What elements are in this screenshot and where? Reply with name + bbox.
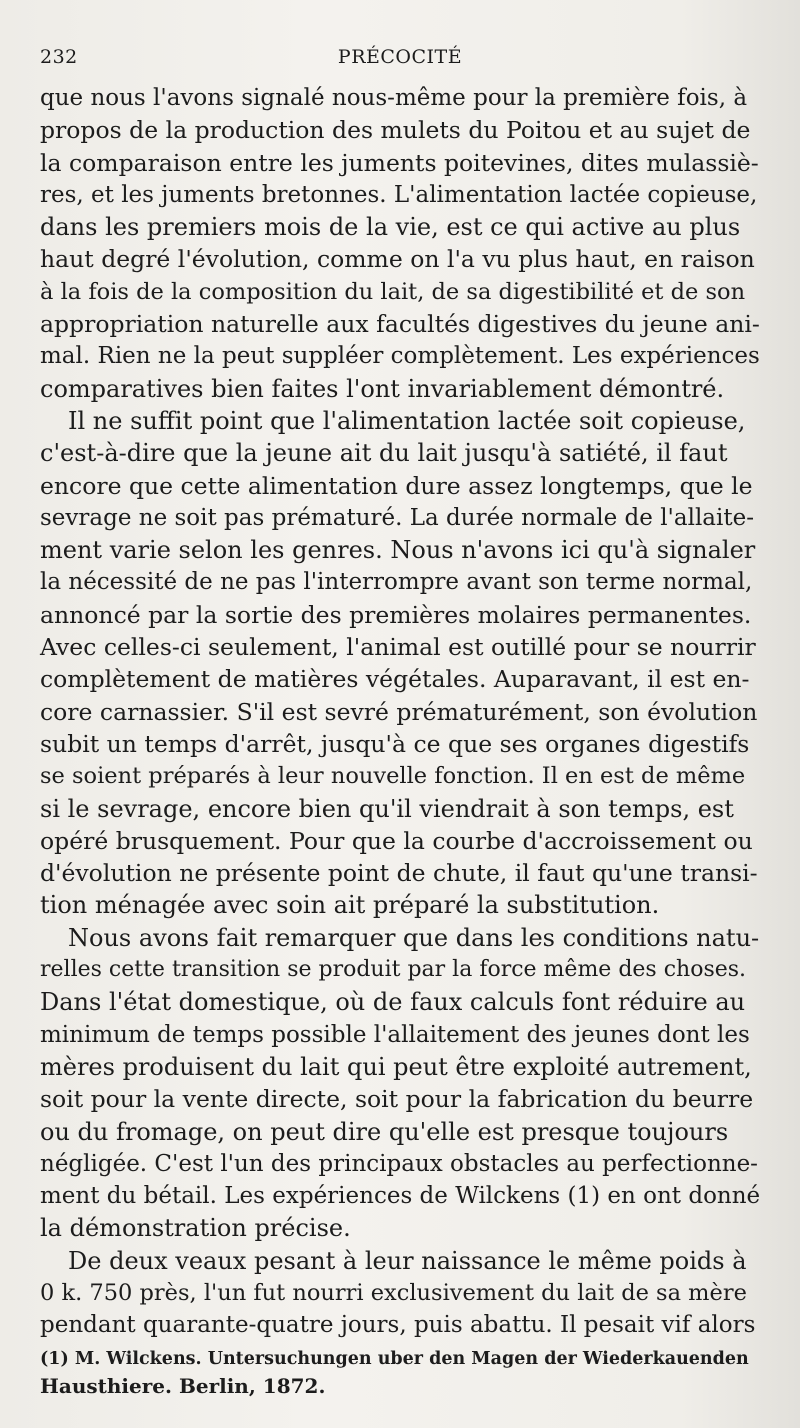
text-line: Nous avons fait remarquer que dans les conditions natu- — [68, 923, 760, 952]
text-line: comparatives bien faites l'ont invariablement démontré. — [40, 374, 725, 403]
page-number: 232 — [40, 46, 78, 68]
footnote — [40, 1346, 760, 1400]
text-line: Il ne suffit point que l'alimentation lactée soit copieuse, — [68, 406, 746, 435]
text-line: soit pour la vente directe, soit pour la fabrication du beurre — [40, 1085, 754, 1114]
text-line: subit un temps d'arrêt, jusqu'à ce que ses organes digestifs — [40, 729, 750, 758]
text-line: core carnassier. S'il est sevré prématurément, son évolution — [40, 697, 758, 726]
running-title: PRÉCOCITÉ — [337, 46, 463, 68]
text-line: ment varie selon les genres. Nous n'avons ici qu'à signaler — [40, 536, 756, 565]
text-line: 0 k. 750 près, l'un fut nourri exclusivement du lait de sa mère — [40, 1279, 747, 1306]
text-line: d'évolution ne présente point de chute, il faut qu'une transi- — [40, 859, 758, 888]
text-line: appropriation naturelle aux facultés digestives du jeune ani- — [40, 310, 760, 339]
text-line: mères produisent du lait qui peut être exploité autrement, — [40, 1052, 752, 1081]
text-line: dans les premiers mois de la vie, est ce qui active au plus — [40, 213, 741, 242]
text-line: si le sevrage, encore bien qu'il viendrait à son temps, est — [40, 794, 734, 823]
text-line: ou du fromage, on peut dire qu'elle est presque toujours — [40, 1117, 729, 1146]
text-line: la comparaison entre les juments poitevines, dites mulassiè- — [40, 148, 759, 177]
text-line: que nous l'avons signalé nous-même pour la première fois, à — [40, 85, 748, 111]
text-line: sevrage ne soit pas prématuré. La durée normale de l'allaite- — [40, 504, 754, 531]
text-line: tion ménagée avec soin ait préparé la substitution. — [40, 891, 660, 920]
text-line: propos de la production des mulets du Poitou et au sujet de — [40, 116, 751, 145]
text-line: ment du bétail. Les expériences de Wilckens (1) en ont donné — [40, 1183, 761, 1210]
text-line: haut degré l'évolution, comme on l'a vu plus haut, en raison — [40, 245, 755, 274]
text-line: pendant quarante-quatre jours, puis abattu. Il pesait vif alors — [40, 1312, 756, 1339]
text-line: Avec celles-ci seulement, l'animal est outillé pour se nourrir — [40, 633, 756, 662]
footnote-line: (1) M. Wilckens. Untersuchungen uber den Magen der Wiederkauenden — [40, 1349, 749, 1369]
text-line: De deux veaux pesant à leur naissance le même poids à — [68, 1246, 747, 1275]
text-line: encore que cette alimentation dure assez longtemps, que le — [40, 471, 753, 500]
text-line: se soient préparés à leur nouvelle fonction. Il en est de même — [40, 763, 746, 790]
body-text — [40, 82, 760, 1342]
text-line: res, et les juments bretonnes. L'alimentation lactée copieuse, — [40, 181, 758, 208]
text-line: complètement de matières végétales. Auparavant, il est en- — [40, 665, 750, 694]
text-line: négligée. C'est l'un des principaux obstacles au perfectionne- — [40, 1150, 758, 1177]
text-line: opéré brusquement. Pour que la courbe d'accroissement ou — [40, 826, 753, 855]
text-line: relles cette transition se produit par la force même des choses. — [40, 957, 747, 983]
footnote-line: Hausthiere. Berlin, 1872. — [40, 1374, 326, 1398]
text-line: la démonstration précise. — [40, 1214, 351, 1243]
text-line: minimum de temps possible l'allaitement des jeunes dont les — [40, 1021, 750, 1048]
text-line: la nécessité de ne pas l'interrompre avant son terme normal, — [40, 569, 753, 596]
text-line: c'est-à-dire que la jeune ait du lait jusqu'à satiété, il faut — [40, 439, 728, 468]
text-line: Dans l'état domestique, où de faux calculs font réduire au — [40, 988, 746, 1017]
text-line: annoncé par la sortie des premières molaires permanentes. — [40, 600, 752, 629]
text-line: mal. Rien ne la peut suppléer complètement. Les expériences — [40, 343, 760, 370]
page-header — [40, 46, 760, 76]
text-line: à la fois de la composition du lait, de sa digestibilité et de son — [40, 278, 746, 305]
